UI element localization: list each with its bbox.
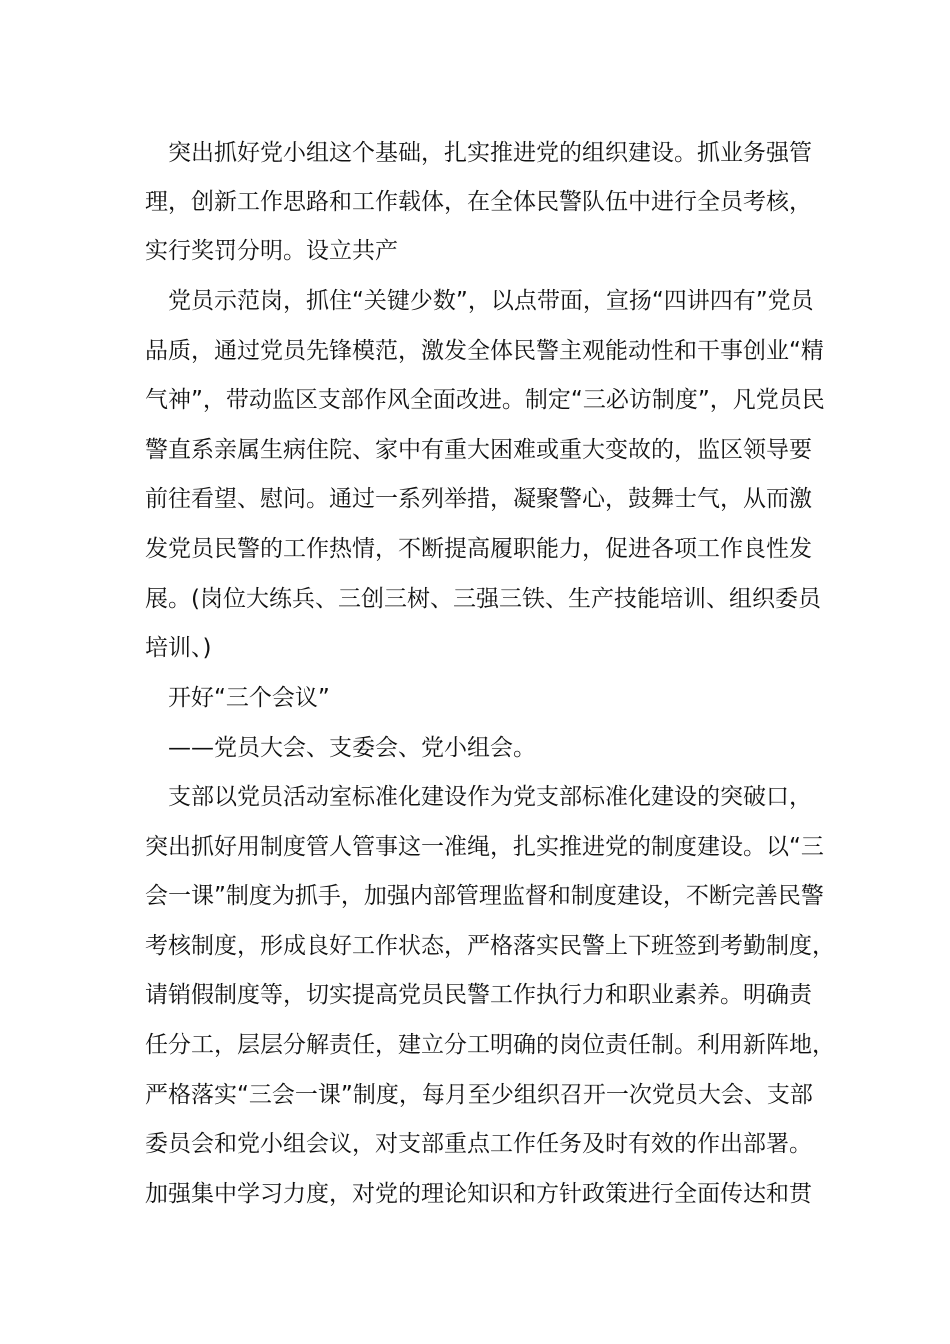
text-line: 会一课”制度为抓手，加强内部管理监督和制度建设，不断完善民警 xyxy=(145,883,824,909)
text-line: 展。(岗位大练兵、三创三树、三强三铁、生产技能培训、组织委员 xyxy=(145,586,821,612)
text-line: 委员会和党小组会议，对支部重点工作任务及时有效的作出部署。 xyxy=(145,1131,812,1157)
text-line: 警直系亲属生病住院、家中有重大困难或重大变故的，监区领导要 xyxy=(145,437,812,463)
text-line: 品质，通过党员先锋模范，激发全体民警主观能动性和干事创业“精 xyxy=(145,338,824,364)
section-heading: 开好“三个会议” xyxy=(145,685,330,711)
text-line: 严格落实“三会一课”制度，每月至少组织召开一次党员大会、支部 xyxy=(145,1082,813,1108)
text-line: 请销假制度等，切实提高党员民警工作执行力和职业素养。明确责 xyxy=(145,982,812,1008)
text-line: 支部以党员活动室标准化建设作为党支部标准化建设的突破口， xyxy=(145,784,812,810)
text-line: 党员示范岗，抓住“关键少数”，以点带面，宣扬“四讲四有”党员 xyxy=(145,288,814,314)
section-subheading: ——党员大会、支委会、党小组会。 xyxy=(145,735,536,761)
text-line: 气神”，带动监区支部作风全面改进。制定“三必访制度”，凡党员民 xyxy=(145,387,825,413)
text-line: 突出抓好党小组这个基础，扎实推进党的组织建设。抓业务强管 xyxy=(145,140,812,166)
text-line: 理，创新工作思路和工作载体，在全体民警队伍中进行全员考核， xyxy=(145,189,812,215)
text-line: 发党员民警的工作热情，不断提高履职能力，促进各项工作良性发 xyxy=(145,536,812,562)
text-line: 培训、) xyxy=(145,635,212,661)
text-line: 任分工，层层分解责任，建立分工明确的岗位责任制。利用新阵地， xyxy=(145,1032,835,1058)
text-line: 前往看望、慰问。通过一系列举措，凝聚警心，鼓舞士气，从而激 xyxy=(145,486,812,512)
text-line: 加强集中学习力度，对党的理论知识和方针政策进行全面传达和贯 xyxy=(145,1181,812,1207)
text-line: 突出抓好用制度管人管事这一准绳，扎实推进党的制度建设。以“三 xyxy=(145,834,824,860)
text-line: 实行奖罚分明。设立共产 xyxy=(145,238,398,264)
text-line: 考核制度，形成良好工作状态，严格落实民警上下班签到考勤制度， xyxy=(145,933,835,959)
